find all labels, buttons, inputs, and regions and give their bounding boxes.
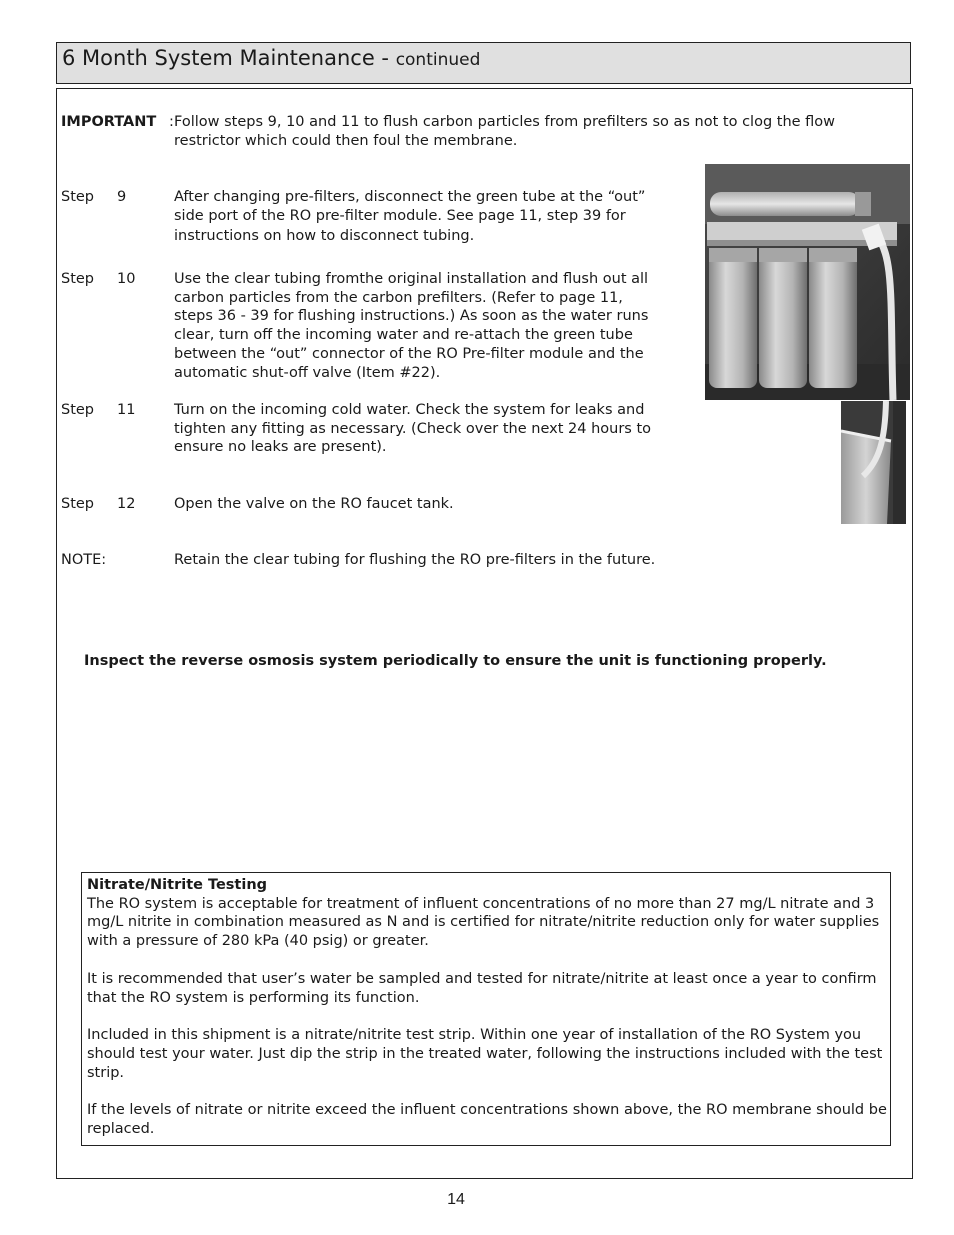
page-number: 14 xyxy=(447,1191,465,1208)
step-11-line-1: Turn on the incoming cold water. Check the system for leaks and xyxy=(174,402,645,418)
important-line-2: restrictor which could then foul the membrane. xyxy=(174,133,518,149)
step-10-number: 10 xyxy=(117,271,136,287)
nitrate-paragraph-2: It is recommended that user’s water be sampled and tested for nitrate/nitrite at least once a year to confirm that the RO system is performing its function. xyxy=(87,970,877,1006)
step-12-line-1: Open the valve on the RO faucet tank. xyxy=(174,496,454,512)
step-9-number: 9 xyxy=(117,189,127,205)
step-10-line-3: steps 36 - 39 for flushing instructions.) As soon as the water runs xyxy=(174,308,649,324)
step-9-line-1: After changing pre-filters, disconnect the green tube at the “out” xyxy=(174,189,646,205)
step-10-line-2: carbon particles from the carbon prefilters. (Refer to page 11, xyxy=(174,290,623,306)
important-label: IMPORTANT xyxy=(61,114,157,130)
step-9-line-3: instructions on how to disconnect tubing. xyxy=(174,228,475,244)
nitrate-box-title: Nitrate/Nitrite Testing xyxy=(87,877,268,893)
nitrate-testing-box xyxy=(81,872,891,1146)
bucket-tubing-photo xyxy=(841,401,906,524)
note-text: Retain the clear tubing for flushing the RO pre-filters in the future. xyxy=(174,552,656,568)
step-10-line-1: Use the clear tubing fromthe original installation and flush out all xyxy=(174,271,649,287)
section-header xyxy=(56,42,911,84)
step-12-number: 12 xyxy=(117,496,136,512)
ro-prefilter-photo xyxy=(705,164,910,400)
step-10-line-6: automatic shut-off valve (Item #22). xyxy=(174,365,441,381)
important-colon: : xyxy=(169,114,174,130)
step-9-line-2: side port of the RO pre-filter module. See page 11, step 39 for xyxy=(174,208,626,224)
step-11-word: Step xyxy=(61,402,95,418)
step-11-line-3: ensure no leaks are present). xyxy=(174,439,387,455)
nitrate-paragraph-3: Included in this shipment is a nitrate/nitrite test strip. Within one year of installation of the RO System you should test your water. Just dip the strip in the treated water, following the instructions included with the test strip. xyxy=(87,1027,883,1081)
title-main: 6 Month System Maintenance - xyxy=(62,46,396,70)
nitrate-paragraph-1: The RO system is acceptable for treatment of influent concentrations of no more than 27 mg/L nitrate and 3 mg/L nitrite in combination measured as N and is certified for nitrate/nitrite reduction only for water supplies with a pressure of 280 kPa (40 psig) or greater. xyxy=(87,895,880,950)
note-label: NOTE: xyxy=(61,552,107,568)
step-10-line-4: clear, turn off the incoming water and re-attach the green tube xyxy=(174,327,633,343)
step-11-number: 11 xyxy=(117,402,136,418)
important-line-1: Follow steps 9, 10 and 11 to flush carbon particles from prefilters so as not to clog the flow xyxy=(174,114,836,130)
nitrate-paragraph-4: If the levels of nitrate or nitrite exceed the influent concentrations shown above, the RO membrane should be replaced. xyxy=(87,1102,887,1138)
title-continued: continued xyxy=(395,50,481,70)
step-10-line-5: between the “out” connector of the RO Pre-filter module and the xyxy=(174,346,644,362)
page-title xyxy=(62,46,480,70)
step-11-line-2: tighten any fitting as necessary. (Check over the next 24 hours to xyxy=(174,421,651,437)
step-10-word: Step xyxy=(61,271,95,287)
step-9-word: Step xyxy=(61,189,95,205)
step-12-word: Step xyxy=(61,496,95,512)
inspect-statement: Inspect the reverse osmosis system periodically to ensure the unit is functioning properly. xyxy=(84,653,827,669)
